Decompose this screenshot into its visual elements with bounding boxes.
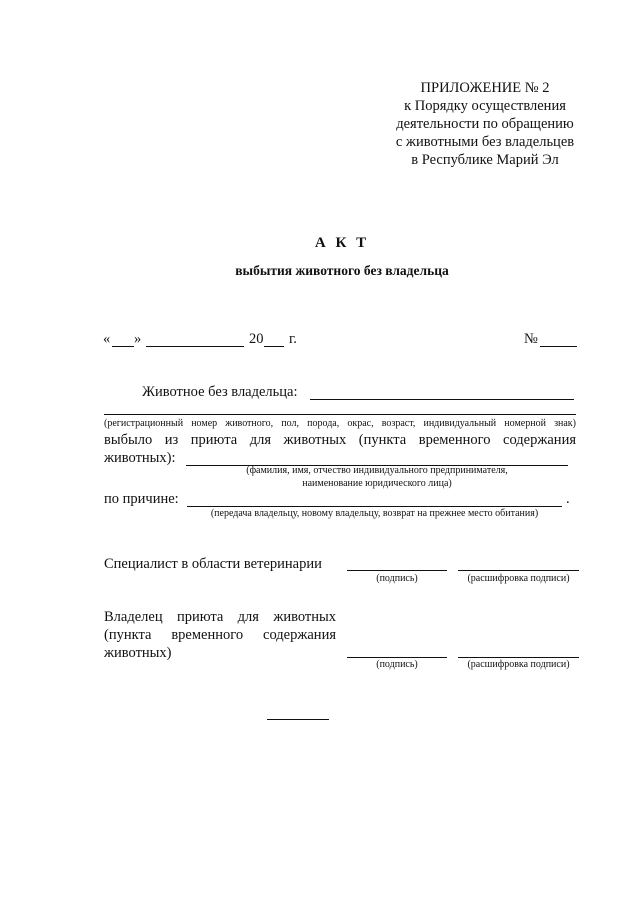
shelter-label: животных):: [104, 450, 176, 466]
reason-field[interactable]: [187, 506, 562, 507]
vet-signature-field[interactable]: [347, 570, 447, 571]
annex-line-2: к Порядку осуществления: [404, 98, 566, 114]
owner-line-3: животных): [104, 645, 172, 661]
owner-label: [104, 608, 336, 662]
owner-line-1: Владелец приюта для животных: [104, 609, 336, 625]
month-field[interactable]: [146, 346, 244, 347]
animal-hint: (регистрационный номер животного, пол, порода, окрас, возраст, индивидуальный номерной знак): [104, 418, 576, 429]
end-divider: [267, 719, 329, 720]
owner-line-2: (пункта временного содержания: [104, 627, 336, 643]
annex-header: [370, 79, 600, 169]
year-field[interactable]: [264, 346, 284, 347]
annex-line-4: с животными без владельцев: [395, 134, 575, 150]
annex-line-1: ПРИЛОЖЕНИЕ № 2: [420, 80, 550, 96]
owner-decoding-field[interactable]: [458, 657, 579, 658]
reason-end: .: [566, 491, 570, 507]
document-title: А К Т: [314, 235, 370, 251]
document-subtitle: выбытия животного без владельца: [235, 263, 449, 278]
animal-field[interactable]: [310, 399, 574, 400]
year-suffix: г.: [289, 331, 297, 347]
reason-label: по причине:: [104, 491, 179, 507]
number-sign: №: [524, 331, 538, 347]
vet-label: Специалист в области ветеринарии: [104, 556, 322, 572]
owner-signature-field[interactable]: [347, 657, 447, 658]
day-field[interactable]: [112, 346, 134, 347]
open-quote: «: [103, 331, 111, 347]
vet-signature-hint: (подпись): [376, 573, 418, 584]
animal-label: Животное без владельца:: [142, 384, 298, 400]
reason-hint: (передача владельцу, новому владельцу, возврат на прежнее место обитания): [210, 508, 539, 519]
shelter-hint-1: (фамилия, имя, отчество индивидуального предпринимателя,: [246, 465, 508, 476]
year-prefix: 20: [249, 331, 264, 347]
owner-decoding-hint: (расшифровка подписи): [467, 659, 570, 670]
shelter-hint-2: наименование юридического лица): [302, 478, 452, 489]
annex-line-5: в Республике Марий Эл: [411, 152, 559, 168]
close-quote: »: [134, 331, 142, 347]
animal-field-line-2[interactable]: [104, 414, 576, 415]
act-number-field[interactable]: [540, 346, 577, 347]
vet-decoding-field[interactable]: [458, 570, 579, 571]
annex-line-3: деятельности по обращению: [396, 116, 574, 132]
owner-signature-hint: (подпись): [376, 659, 418, 670]
shelter-line-1: выбыло из приюта для животных (пункта временного содержания: [104, 432, 576, 448]
vet-decoding-hint: (расшифровка подписи): [467, 573, 570, 584]
